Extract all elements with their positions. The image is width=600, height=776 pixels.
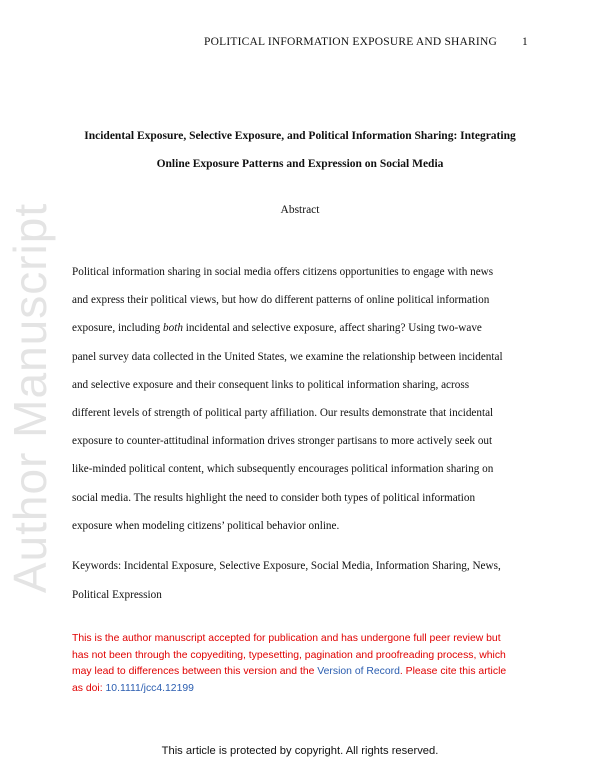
doi-link[interactable]: 10.1111/jcc4.12199 [105, 682, 194, 694]
abstract-line: like-minded political content, which subsequently encourages political information sharing on [72, 463, 494, 476]
abstract-heading: Abstract [280, 204, 320, 216]
notice-line: This is the author manuscript accepted for publication and has undergone full peer review but [72, 633, 501, 644]
notice-line: has not been through the copyediting, typesetting, pagination and proofreading process, which [72, 649, 506, 661]
running-title: POLITICAL INFORMATION EXPOSURE AND SHARING [204, 36, 497, 48]
version-of-record-link[interactable]: Version of Record [317, 666, 400, 678]
manuscript-notice [72, 631, 520, 697]
abstract-text: incidental and selective exposure, affect sharing? Using two-wave [182, 322, 482, 335]
abstract-line: social media. The results highlight the need to consider both types of political information [72, 491, 476, 504]
abstract-line: panel survey data collected in the United States, we examine the relationship between incidental [72, 350, 503, 363]
notice-line [72, 681, 520, 698]
keywords [72, 552, 540, 609]
running-head [72, 36, 528, 48]
emphasis-both: both [163, 322, 183, 335]
copyright-notice: This article is protected by copyright. All rights reserved. [161, 745, 439, 757]
abstract-line: different levels of strength of political party affiliation. Our results demonstrate that incidental [72, 407, 494, 420]
title-line-2: Online Exposure Patterns and Expression on Social Media [156, 158, 444, 170]
paper-title [60, 122, 540, 178]
notice-line [72, 664, 520, 681]
notice-text: may lead to differences between this version and the [72, 666, 318, 678]
abstract-text: exposure, including [72, 322, 164, 335]
keywords-line-1: Keywords: Incidental Exposure, Selective Exposure, Social Media, Information Sharing, News, [72, 560, 501, 572]
abstract-line: exposure when modeling citizens’ political behavior online. [72, 519, 340, 532]
notice-text: as doi: [72, 682, 106, 694]
abstract-line [72, 314, 528, 342]
abstract-line: and selective exposure and their consequent links to political information sharing, across [72, 378, 470, 391]
abstract-line: exposure to counter-attitudinal information drives stronger partisans to more actively seek out [72, 435, 493, 448]
keywords-line-2: Political Expression [72, 588, 162, 601]
author-manuscript-watermark: Author Manuscript [4, 202, 56, 594]
notice-text: . Please cite this article [399, 666, 507, 678]
page-number: 1 [522, 36, 528, 48]
title-line-1: Incidental Exposure, Selective Exposure, and Political Information Sharing: Integrating [84, 130, 516, 142]
abstract-line: Political information sharing in social media offers citizens opportunities to engage with news [72, 266, 494, 278]
abstract-body [72, 258, 528, 540]
abstract-line: and express their political views, but how do different patterns of online political information [72, 294, 490, 307]
